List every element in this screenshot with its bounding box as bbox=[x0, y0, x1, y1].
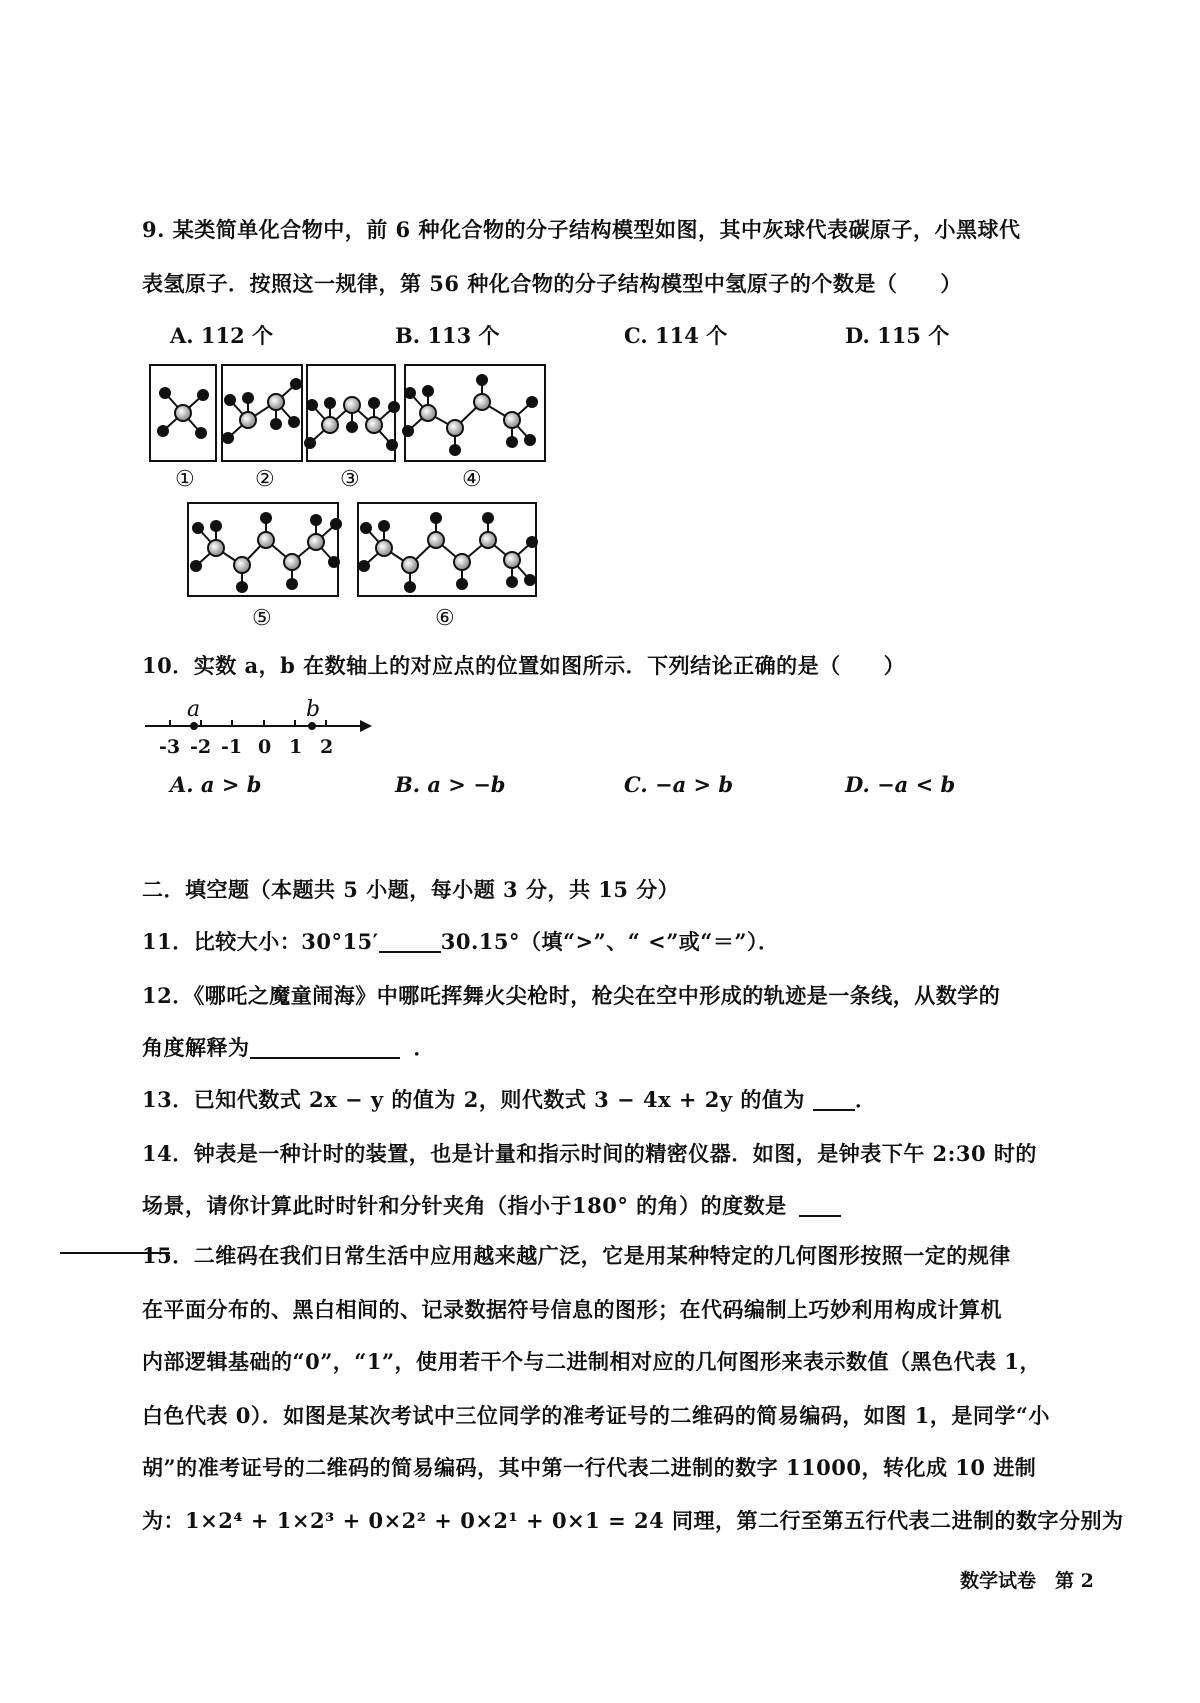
carbon-atom bbox=[344, 397, 360, 413]
q9-option-d: D. 115 个 bbox=[845, 323, 950, 348]
hydrogen-atom bbox=[404, 581, 416, 593]
hydrogen-atom bbox=[210, 520, 222, 532]
q10-option-c: C. −a > b bbox=[624, 772, 734, 797]
hydrogen-atom bbox=[422, 385, 434, 397]
q9-line1: 9. 某类简单化合物中，前 6 种化合物的分子结构模型如图，其中灰球代表碳原子，小黑球代 bbox=[142, 217, 1021, 242]
molecule-box-2 bbox=[222, 365, 302, 461]
carbon-atom bbox=[284, 554, 300, 570]
carbon-atom bbox=[208, 540, 224, 556]
q13-line bbox=[142, 1084, 876, 1114]
hydrogen-atom bbox=[358, 560, 370, 572]
carbon-atom bbox=[480, 532, 496, 548]
q14-line2 bbox=[142, 1190, 841, 1220]
q14-text: 场景，请你计算此时时针和分针夹角（指小于180° 的角）的度数是 bbox=[142, 1193, 787, 1218]
q15-line2: 在平面分布的、黑白相间的、记录数据符号信息的图形；在代码编制上巧妙利用构成计算机 bbox=[142, 1297, 1002, 1322]
hydrogen-atom bbox=[159, 387, 171, 399]
hydrogen-atom bbox=[360, 522, 372, 534]
q9-line2: 表氢原子．按照这一规律，第 56 种化合物的分子结构模型中氢原子的个数是（ ） bbox=[142, 271, 962, 296]
q14-blank bbox=[799, 1195, 841, 1217]
hydrogen-atom bbox=[526, 396, 538, 408]
hydrogen-atom bbox=[330, 518, 342, 530]
carbon-atom bbox=[402, 557, 418, 573]
hydrogen-atom bbox=[286, 578, 298, 590]
hydrogen-atom bbox=[195, 427, 207, 439]
molecule-box-4 bbox=[405, 365, 545, 461]
carbon-atom bbox=[447, 420, 463, 436]
q15-line4: 白色代表 0）．如图是某次考试中三位同学的准考证号的二维码的简易编码，如图 1，是同学“小 bbox=[142, 1403, 1050, 1428]
carbon-atom bbox=[454, 554, 470, 570]
q12-line2 bbox=[142, 1032, 435, 1062]
hydrogen-atom bbox=[482, 512, 494, 524]
carbon-atom bbox=[308, 534, 324, 550]
carbon-atom bbox=[234, 557, 250, 573]
axis-tick-label: -2 bbox=[190, 736, 212, 758]
molecule-label-1: ① bbox=[175, 467, 195, 492]
carbon-atom bbox=[504, 552, 520, 568]
axis-letter-b: b bbox=[306, 697, 321, 722]
q10-option-d: D. −a < b bbox=[845, 772, 956, 797]
q14-line1: 14．钟表是一种计时的装置，也是计量和指示时间的精密仪器．如图，是钟表下午 2:30 时的 bbox=[142, 1141, 1037, 1166]
molecule-box-3 bbox=[307, 365, 395, 461]
carbon-atom bbox=[428, 532, 444, 548]
hydrogen-atom bbox=[404, 387, 416, 399]
axis-letter-a: a bbox=[187, 697, 201, 722]
q15-line1: 15．二维码在我们日常生活中应用越来越广泛，它是用某种特定的几何图形按照一定的规律 bbox=[142, 1243, 1011, 1268]
q13-suffix: ． bbox=[854, 1087, 877, 1112]
carbon-atom bbox=[474, 394, 490, 410]
axis-tick-label: 2 bbox=[320, 736, 334, 758]
hydrogen-atom bbox=[222, 432, 234, 444]
q10-line1: 10．实数 a，b 在数轴上的对应点的位置如图所示．下列结论正确的是（ ） bbox=[142, 653, 906, 678]
q9-option-a: A. 112 个 bbox=[170, 323, 274, 348]
q13-blank bbox=[813, 1089, 855, 1111]
hydrogen-atom bbox=[157, 425, 169, 437]
hydrogen-atom bbox=[288, 416, 300, 428]
carbon-atom bbox=[420, 405, 436, 421]
hydrogen-atom bbox=[368, 397, 380, 409]
hydrogen-atom bbox=[260, 512, 272, 524]
q15-line5: 胡”的准考证号的二维码的简易编码，其中第一行代表二进制的数字 11000，转化成 10 进制 bbox=[142, 1455, 1037, 1480]
hydrogen-atom bbox=[310, 514, 322, 526]
molecule-label-2: ② bbox=[255, 467, 275, 492]
hydrogen-atom bbox=[197, 389, 209, 401]
molecule-label-4: ④ bbox=[462, 467, 482, 492]
hydrogen-atom bbox=[190, 560, 202, 572]
q11-line bbox=[142, 926, 779, 956]
axis-tick-label: -3 bbox=[159, 736, 181, 758]
hydrogen-atom bbox=[236, 581, 248, 593]
hydrogen-atom bbox=[456, 578, 468, 590]
q13-prefix: 13．已知代数式 2x − y 的值为 2，则代数式 3 − 4x + 2y 的值为 bbox=[142, 1087, 805, 1112]
carbon-atom bbox=[240, 412, 256, 428]
hydrogen-atom bbox=[402, 425, 414, 437]
molecule-label-3: ③ bbox=[340, 467, 360, 492]
q11-blank bbox=[379, 931, 441, 953]
q12-line1: 12．《哪吒之魔童闹海》中哪吒挥舞火尖枪时，枪尖在空中形成的轨迹是一条线，从数学的 bbox=[142, 983, 1001, 1008]
molecule-box-5 bbox=[188, 503, 338, 596]
hydrogen-atom bbox=[524, 574, 536, 586]
carbon-atom bbox=[504, 412, 520, 428]
q12-blank bbox=[250, 1037, 400, 1059]
hydrogen-atom bbox=[242, 392, 254, 404]
hydrogen-atom bbox=[192, 522, 204, 534]
hydrogen-atom bbox=[324, 397, 336, 409]
q10-option-b: B. a > −b bbox=[395, 772, 506, 797]
page-footer: 数学试卷 第 2 bbox=[960, 1570, 1094, 1592]
number-line bbox=[140, 692, 380, 762]
q15-line3: 内部逻辑基础的“0”，“1”，使用若干个与二进制相对应的几何图形来表示数值（黑色代表 1， bbox=[142, 1349, 1041, 1374]
molecule-label-5: ⑤ bbox=[252, 606, 272, 631]
q12-prefix: 角度解释为 bbox=[142, 1035, 250, 1060]
molecule-box-6 bbox=[358, 503, 536, 596]
hydrogen-atom bbox=[476, 374, 488, 386]
hydrogen-atom bbox=[449, 444, 461, 456]
q9-option-b: B. 113 个 bbox=[395, 323, 500, 348]
carbon-atom bbox=[175, 405, 191, 421]
q10-option-a: A. a > b bbox=[170, 772, 262, 797]
hydrogen-atom bbox=[306, 399, 318, 411]
hydrogen-atom bbox=[430, 512, 442, 524]
section2-title: 二．填空题（本题共 5 小题，每小题 3 分，共 15 分） bbox=[142, 877, 680, 902]
hydrogen-atom bbox=[270, 418, 282, 430]
carbon-atom bbox=[322, 417, 338, 433]
molecule-label-6: ⑥ bbox=[435, 606, 455, 631]
hydrogen-atom bbox=[304, 437, 316, 449]
q15-line6: 为：1×2⁴ + 1×2³ + 0×2² + 0×2¹ + 0×1 = 24 同理，第二行至第五行代表二进制的数字分别为 bbox=[142, 1508, 1124, 1533]
hydrogen-atom bbox=[224, 394, 236, 406]
q9-option-c: C. 114 个 bbox=[624, 323, 728, 348]
carbon-atom bbox=[258, 532, 274, 548]
q11-suffix: 30.15°（填“>”、“ <”或“＝”）． bbox=[440, 929, 780, 954]
carbon-atom bbox=[376, 540, 392, 556]
axis-tick-label: 0 bbox=[258, 736, 272, 758]
hydrogen-atom bbox=[506, 576, 518, 588]
hydrogen-atom bbox=[526, 536, 538, 548]
hydrogen-atom bbox=[524, 434, 536, 446]
axis-tick-label: 1 bbox=[289, 736, 303, 758]
hydrogen-atom bbox=[328, 556, 340, 568]
hydrogen-atom bbox=[388, 401, 400, 413]
hydrogen-atom bbox=[346, 421, 358, 433]
q12-suffix: ． bbox=[413, 1035, 435, 1060]
hydrogen-atom bbox=[386, 439, 398, 451]
molecule-box-1 bbox=[150, 365, 216, 461]
q11-prefix: 11．比较大小：30°15′ bbox=[142, 929, 379, 954]
hydrogen-atom bbox=[378, 520, 390, 532]
hydrogen-atom bbox=[290, 378, 302, 390]
axis-tick-label: -1 bbox=[221, 736, 243, 758]
carbon-atom bbox=[268, 394, 284, 410]
carbon-atom bbox=[366, 417, 382, 433]
hydrogen-atom bbox=[506, 436, 518, 448]
